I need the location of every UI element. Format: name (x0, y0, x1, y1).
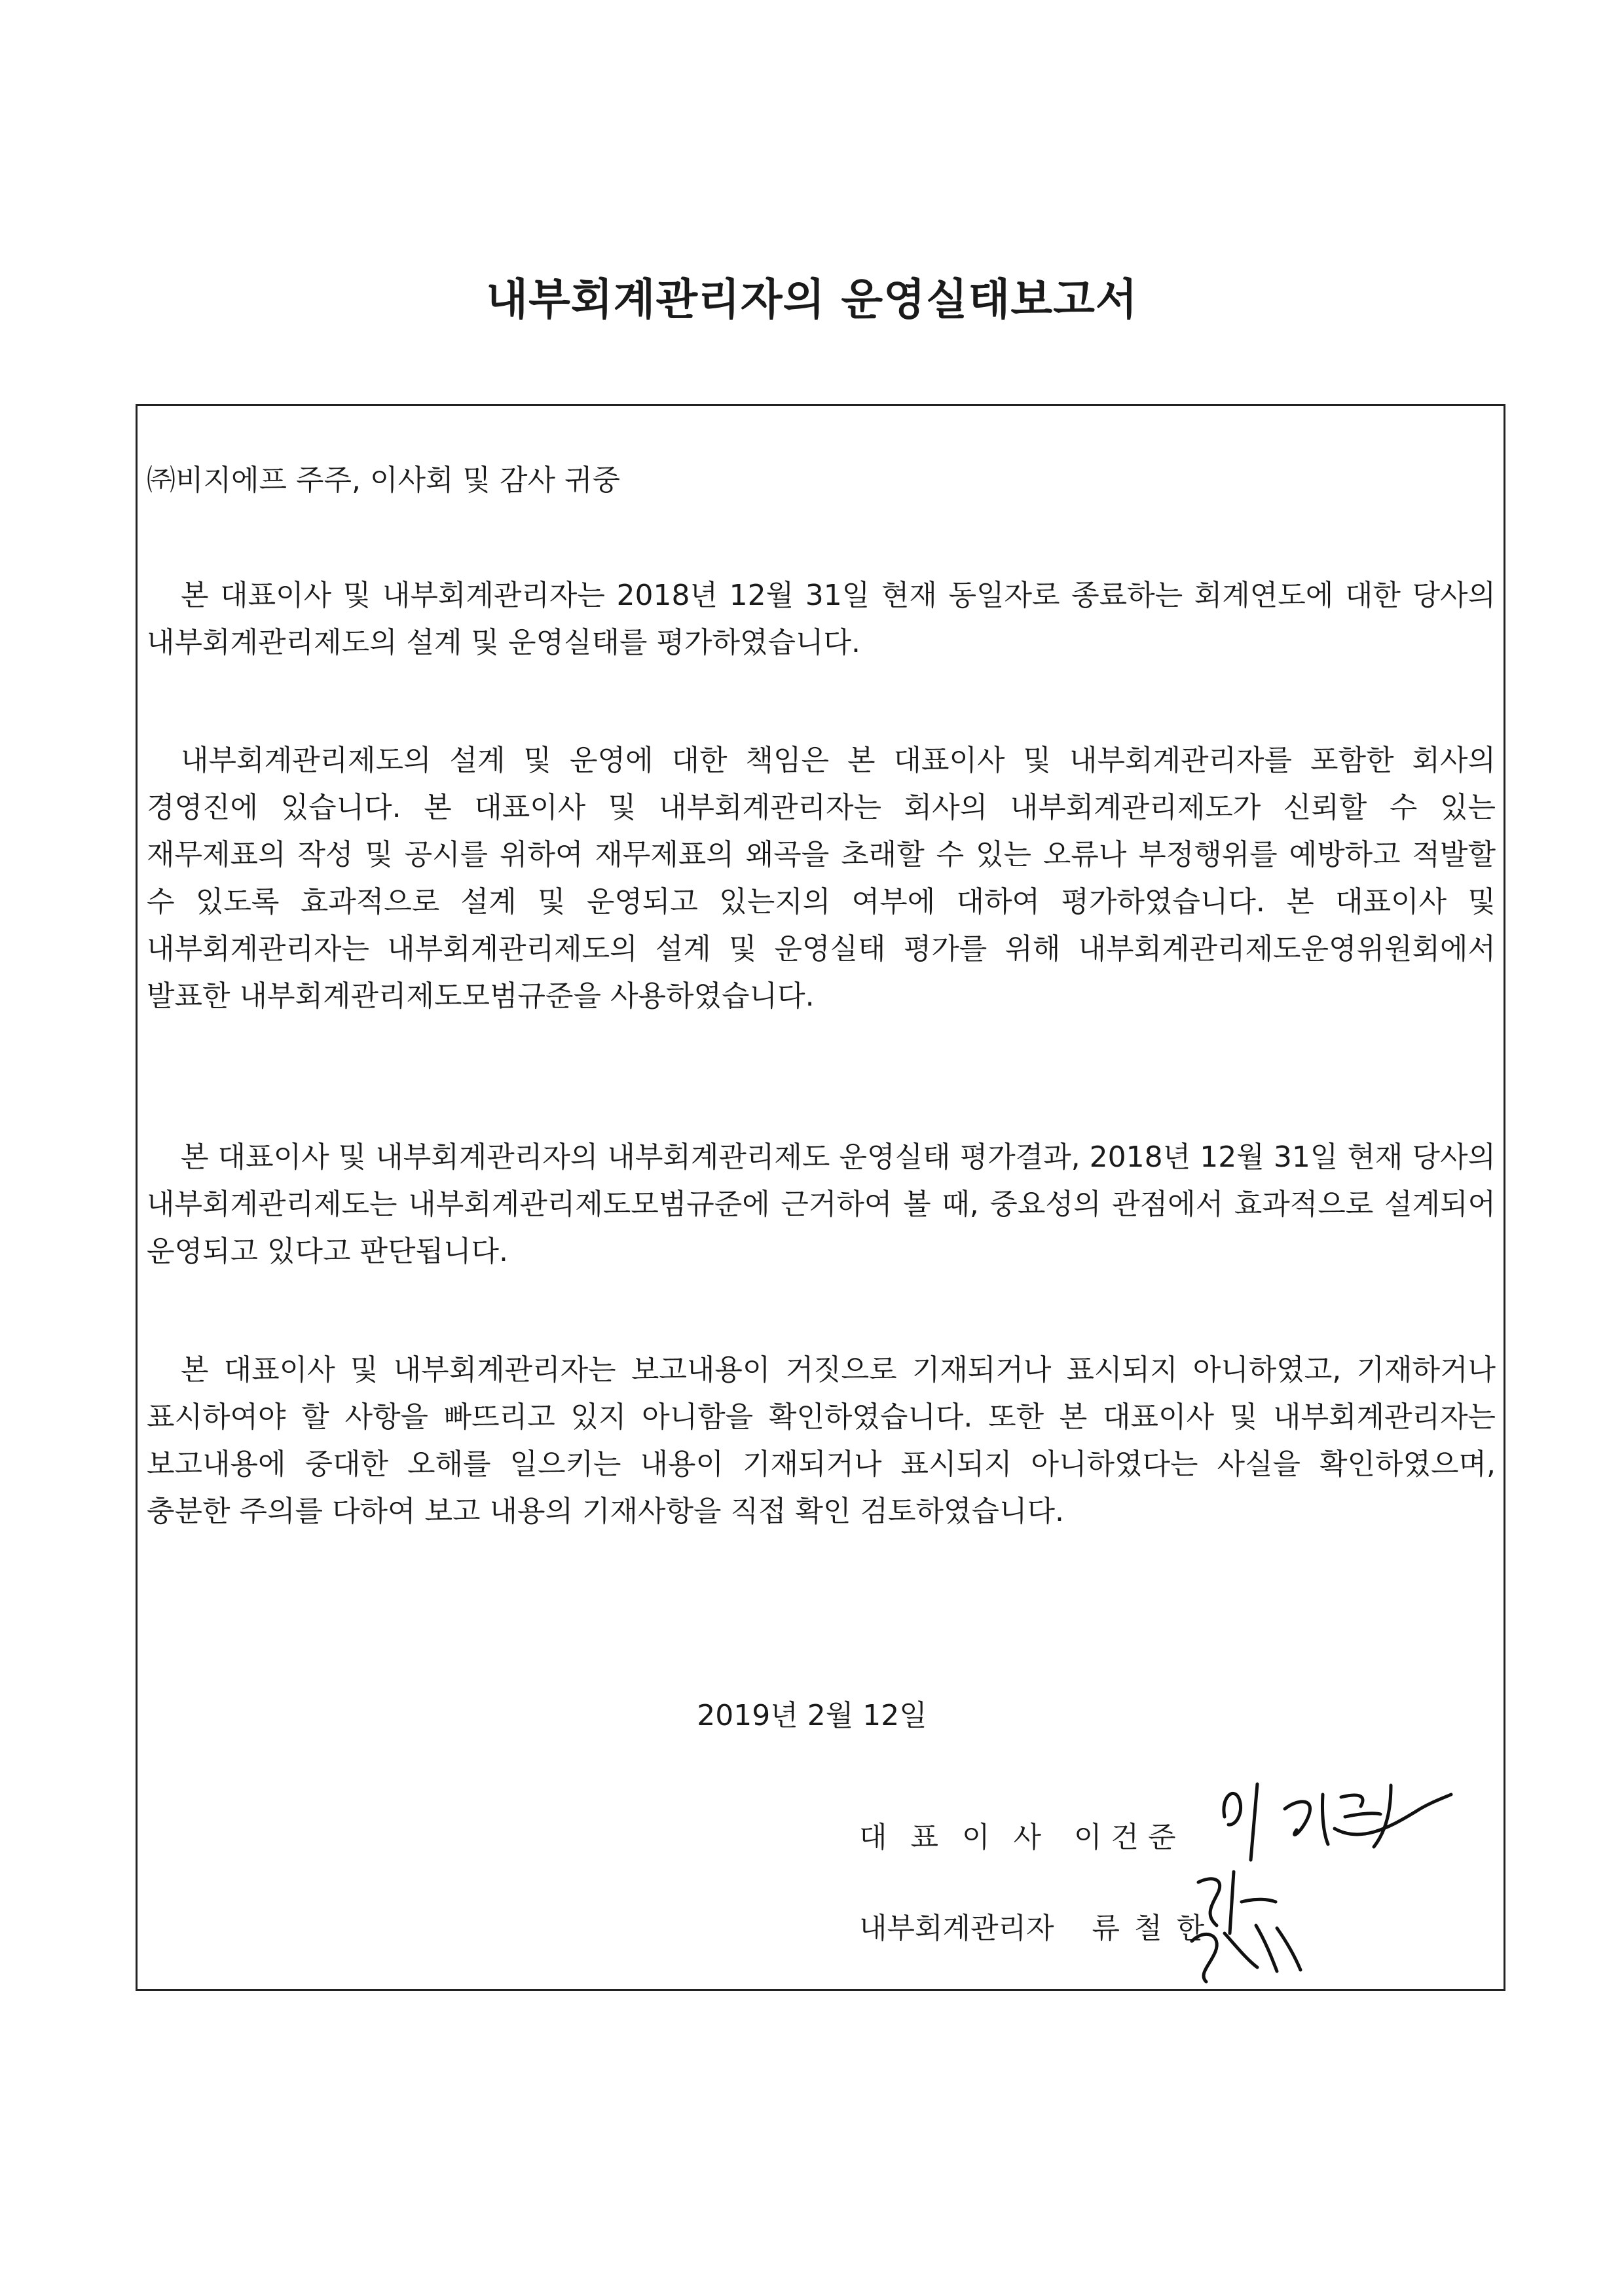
signatory-ceo (859, 1813, 1185, 1855)
paragraph-3: 본 대표이사 및 내부회계관리자의 내부회계관리제도 운영실태 평가결과, 2018년 12월 31일 현재 당사의 내부회계관리제도는 내부회계관리제도모범규준에 근거하여 볼 때, 중요성의 관점에서 효과적으로 설계되어 운영되고 있다고 판단됩니다. (147, 1140, 1496, 1268)
paragraph-2: 내부회계관리제도의 설계 및 운영에 대한 책임은 본 대표이사 및 내부회계관리자를 포함한 회사의 경영진에 있습니다. 본 대표이사 및 내부회계관리자는 회사의 내부회계관리제도가 신뢰할 수 있는 재무제표의 작성 및 공시를 위하여 재무제표의 왜곡을 초래할 수 있는 오류나 부정행위를 예방하고 적발할 수 있도록 효과적으로 설계 및 운영되고 있는지의 여부에 대하여 평가하였습니다. 본 대표이사 및 내부회계관리자는 내부회계관리제도의 설계 및 운영실태 평가를 위해 내부회계관리제도운영위원회에서 발표한 내부회계관리제도모범규준을 사용하였습니다. (147, 744, 1496, 1013)
signatory-officer-name: 류철한 (1092, 1912, 1219, 1945)
paragraph-1: 본 대표이사 및 내부회계관리자는 2018년 12월 31일 현재 동일자로 종료하는 회계연도에 대한 당사의 내부회계관리제도의 설계 및 운영실태를 평가하였습니다. (147, 579, 1496, 659)
paragraph-4: 본 대표이사 및 내부회계관리자는 보고내용이 거짓으로 기재되거나 표시되지 아니하였고, 기재하거나 표시하여야 할 사항을 빠뜨리고 있지 아니함을 확인하였습니다. 또한 본 대표이사 및 내부회계관리자는 보고내용에 중대한 오해를 일으키는 내용이 기재되거나 표시되지 아니하였다는 사실을 확인하였으며, 충분한 주의를 다하여 보고 내용의 기재사항을 직접 확인 검토하였습니다. (147, 1353, 1496, 1528)
report-date: 2019년 2월 12일 (697, 1699, 927, 1732)
addressee: ㈜비지에프 주주, 이사회 및 감사 귀중 (147, 464, 620, 497)
signatory-officer (859, 1904, 1219, 1946)
signatory-ceo-name: 이건준 (1074, 1821, 1185, 1854)
signatory-officer-role: 내부회계관리자 (859, 1912, 1054, 1945)
signatory-ceo-role: 대표이사 (859, 1821, 1065, 1854)
document-title: 내부회계관리자의 운영실태보고서 (486, 274, 1138, 325)
